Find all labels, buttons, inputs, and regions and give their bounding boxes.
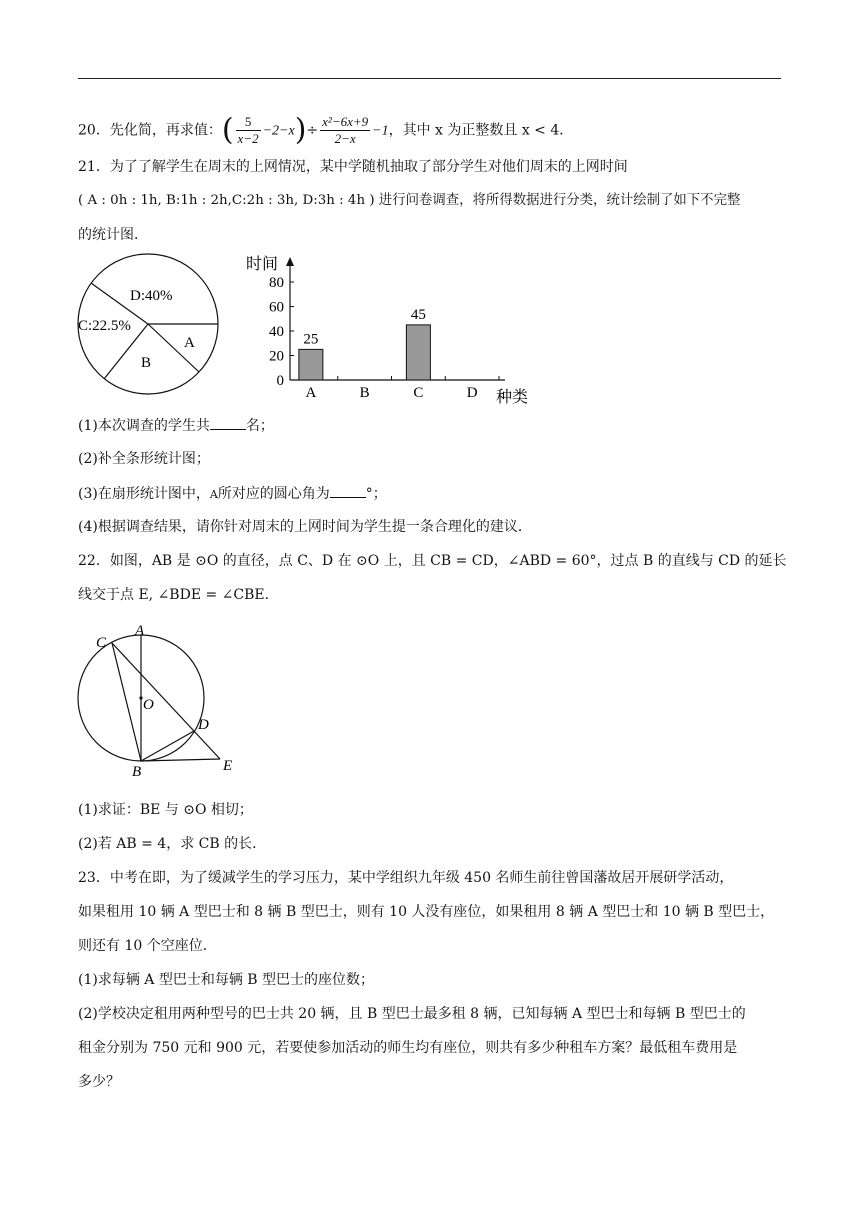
fraction-numerator: x²−6x+9 xyxy=(322,114,369,129)
segment-bd xyxy=(141,731,194,761)
pie-label-d: D:40% xyxy=(130,288,173,304)
left-paren: ( xyxy=(221,112,234,148)
bar-c xyxy=(406,325,430,380)
q22-line-1: 22．如图，AB 是 ⊙O 的直径，点 C、D 在 ⊙O 上，且 CB = CD，∠ABD = 60°，过点 B 的直线与 CD 的延长 xyxy=(78,553,787,569)
fraction-denominator: 2−x xyxy=(334,131,356,146)
answer-blank xyxy=(210,415,246,430)
fraction-5-over-x-minus-2 xyxy=(236,114,261,147)
q20-middle-terms: −2−x xyxy=(262,123,295,139)
q21-line-3: 的统计图． xyxy=(78,227,148,243)
pie-label-c: C:22.5% xyxy=(78,318,131,334)
bar-chart-x-axis-label: 种类 xyxy=(496,389,529,406)
answer-blank xyxy=(330,483,366,498)
q20-condition: ，其中 x 为正整数且 x < 4． xyxy=(388,122,574,139)
q21-sub1-text: (1)本次调查的学生共 xyxy=(78,418,210,434)
y-tick-label: 20 xyxy=(269,348,284,365)
q21-sub3-text: (3)在扇形统计图中， xyxy=(78,486,210,502)
fraction-numerator: 5 xyxy=(236,114,261,131)
q21-sub-1 xyxy=(78,415,274,436)
x-category-label: D xyxy=(466,385,478,401)
q21-sub-4: (4)根据调查结果，请你针对周末的上网时间为学生提一条合理化的建议． xyxy=(78,519,532,535)
q23-line-3: 则还有 10 个空座位． xyxy=(78,938,217,954)
q21-sub1-tail: 名； xyxy=(245,418,274,434)
segment-cb xyxy=(112,643,141,761)
pie-chart xyxy=(74,250,224,400)
q22-sub-1: (1)求证：BE 与 ⊙O 相切； xyxy=(78,802,253,818)
point-label-b: B xyxy=(132,764,142,780)
q23-sub-1: (1)求每辆 A 型巴士和每辆 B 型巴士的座位数； xyxy=(78,972,375,988)
y-axis-arrow xyxy=(286,257,294,266)
q21-sub3-tail: °； xyxy=(365,486,387,502)
q21-line-1: 21．为了了解学生在周末的上网情况，某中学随机抽取了部分学生对他们周末的上网时间 xyxy=(78,159,628,175)
bar-chart xyxy=(240,250,540,410)
bar-chart-y-axis-label: 时间 xyxy=(246,256,279,273)
header-rule xyxy=(78,78,781,79)
question-20 xyxy=(78,114,573,147)
y-tick-label: 80 xyxy=(269,275,284,291)
x-category-label: A xyxy=(305,385,317,401)
point-label-e: E xyxy=(223,758,233,774)
bar-data-label: 25 xyxy=(303,331,319,348)
point-label-d: D xyxy=(198,717,209,733)
q22-sub-2: (2)若 AB = 4，求 CB 的长． xyxy=(78,836,267,852)
q20-tail: −1 xyxy=(372,123,389,139)
pie-label-a: A xyxy=(184,335,195,351)
pie-label-b: B xyxy=(141,355,152,371)
point-label-o: O xyxy=(143,697,154,713)
right-paren: ) xyxy=(294,112,307,148)
q21-line-2: ( A : 0h : 1h, B:1h : 2h,C:2h : 3h, D:3h : 4h ) 进行问卷调查，将所得数据进行分类，统计绘制了如下不完整 xyxy=(78,193,741,208)
q23-line-2: 如果租用 10 辆 A 型巴士和 8 辆 B 型巴士，则有 10 人没有座位，如果租用 8 辆 A 型巴士和 10 辆 B 型巴士， xyxy=(78,904,775,920)
q23-sub-2-line-3: 多少？ xyxy=(78,1074,120,1090)
bar-chart-bars xyxy=(299,307,431,380)
circle-geometry-figure xyxy=(74,620,254,780)
fraction-quadratic-over-2-minus-x xyxy=(320,114,370,147)
y-tick-label: 0 xyxy=(276,373,284,389)
q23-sub-2-line-1: (2)学校决定租用两种型号的巴士共 20 辆，且 B 型巴士最多租 8 辆，已知每辆 A 型巴士和每辆 B 型巴士的 xyxy=(78,1006,746,1022)
x-category-label: B xyxy=(359,385,370,401)
q21-sub-2: (2)补全条形统计图； xyxy=(78,451,210,467)
q21-sub3-variable: A xyxy=(209,488,218,501)
q22-line-2: 线交于点 E, ∠BDE = ∠CBE． xyxy=(78,587,279,603)
x-category-label: C xyxy=(413,385,424,401)
bar-a xyxy=(299,349,323,380)
q23-line-1: 23．中考在即，为了缓减学生的学习压力，某中学组织九年级 450 名师生前往曾国藩故居开展研学活动， xyxy=(78,870,734,886)
q23-sub-2-line-2: 租金分别为 750 元和 900 元，若要使参加活动的师生均有座位，则共有多少种租车方案？最低租车费用是 xyxy=(78,1040,738,1056)
point-label-a: A xyxy=(135,623,145,639)
q21-sub-3 xyxy=(78,483,387,505)
divide-sign: ÷ xyxy=(306,122,319,139)
bar-data-label: 45 xyxy=(410,306,426,323)
q20-prompt: 20．先化简，再求值： xyxy=(78,122,222,139)
point-label-c: C xyxy=(96,635,107,651)
q21-sub3-text-2: 所对应的圆心角为 xyxy=(217,486,330,502)
y-tick-label: 40 xyxy=(269,324,284,340)
fraction-denominator: x−2 xyxy=(237,131,259,146)
y-tick-label: 60 xyxy=(269,299,284,316)
